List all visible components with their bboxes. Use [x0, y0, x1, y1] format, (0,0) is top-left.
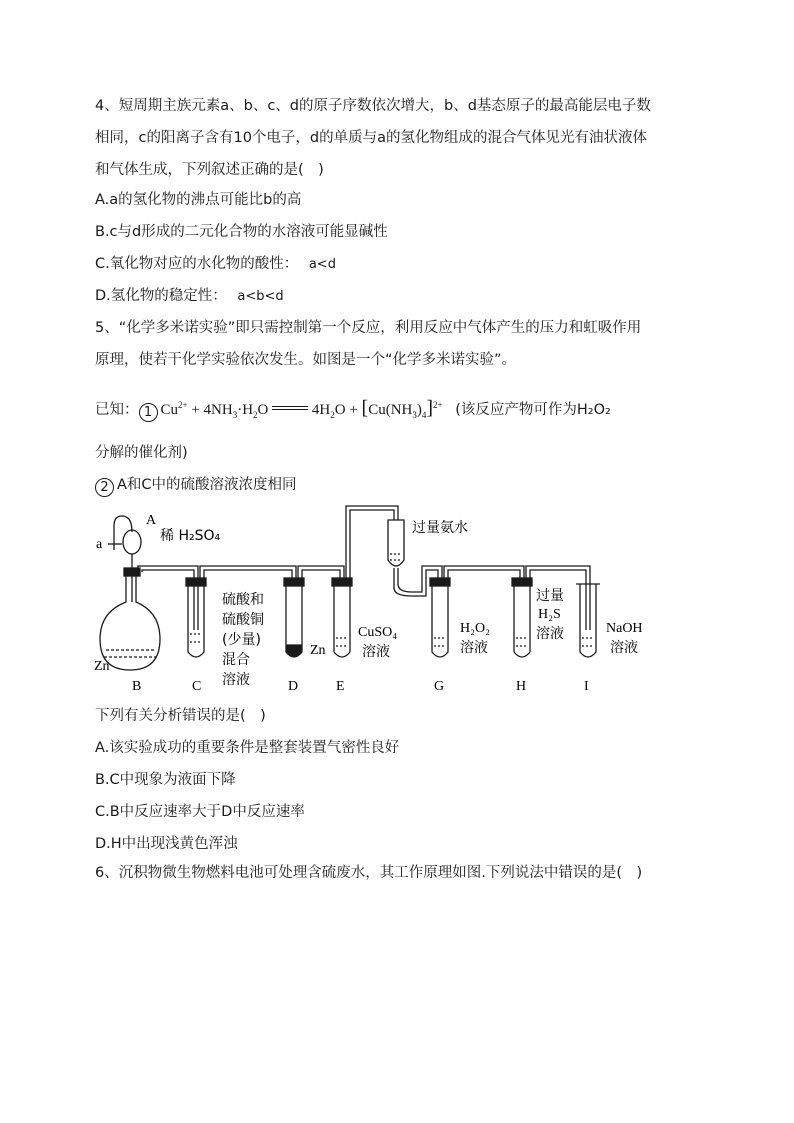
- q5-stem-line1: 5、“化学多米诺实验”即只需控制第一个反应，利用反应中气体产生的压力和虹吸作用: [95, 320, 642, 336]
- q4-option-c-text: C.氧化物对应的水化物的酸性：: [95, 256, 299, 272]
- q4-stem-line3: 和气体生成，下列叙述正确的是( ): [95, 162, 324, 178]
- q5-option-a: A.该实验成功的重要条件是整套装置气密性良好: [95, 740, 400, 756]
- label-dilute-acid: 稀 H₂SO₄: [160, 528, 221, 544]
- q4-stem-line1: 4、短周期主族元素a、b、c、d的原子序数依次增大，b、d基态原子的最高能层电子数: [95, 98, 651, 114]
- label-excess-ammonia: 过量氨水: [412, 520, 468, 536]
- q4-stem-line2: 相同，c的阳离子含有10个电子，d的单质与a的氢化物组成的混合气体见光有油状液体: [95, 130, 648, 146]
- label-c: C: [192, 679, 202, 694]
- q5-known-2: [95, 475, 297, 497]
- label-g-solution-1: H₂O₂: [460, 621, 490, 636]
- q5-stem-line2: 原理，使若干化学实验依次发生。如图是一个“化学多米诺实验”。: [95, 352, 517, 368]
- label-e-solution-1: CuSO₄: [358, 625, 398, 640]
- label-a-funnel: A: [146, 513, 157, 528]
- zinc-d: [287, 645, 301, 656]
- q4-option-d: [95, 286, 284, 307]
- q5-known-2-text: A和C中的硫酸溶液浓度相同: [117, 477, 297, 493]
- q4-option-d-relation: a<b<d: [237, 289, 284, 304]
- q5-known-1: [95, 395, 611, 425]
- label-i-solution-1: NaOH: [606, 621, 643, 636]
- label-i-solution-2: 溶液: [610, 640, 638, 656]
- label-zn-b: Zn: [94, 659, 110, 674]
- domino-experiment-diagram: [92, 502, 682, 697]
- separatory-funnel-a: [123, 530, 141, 554]
- label-e-solution-2: 溶液: [362, 644, 390, 660]
- test-tube-c: [188, 584, 204, 657]
- label-c-solution-2: 硫酸铜: [222, 612, 264, 628]
- circled-number-1: 1: [139, 403, 158, 422]
- label-h-solution-1: 过量: [536, 588, 564, 604]
- circled-number-2: 2: [95, 478, 114, 497]
- reaction-equation: $Cu^{2+} + 4NH_3\cdot H_2O$ $4H_2O + [Cu(NH_3)_4]^{2+}$: [160, 397, 443, 420]
- label-g-solution-2: 溶液: [460, 640, 488, 656]
- q5-known-1-tail: 分解的催化剂): [95, 445, 188, 461]
- label-c-solution-1: 硫酸和: [222, 592, 264, 608]
- q5-question: 下列有关分析错误的是( ): [95, 708, 266, 724]
- ammonia-reservoir: [388, 520, 404, 566]
- label-g: G: [434, 679, 445, 694]
- q5-option-c: C.B中反应速率大于D中反应速率: [95, 804, 305, 820]
- q5-option-d: D.H中出现浅黄色浑浊: [95, 836, 238, 852]
- q5-known-1-note: (该反应产物可作为H₂O₂: [455, 402, 611, 418]
- label-c-solution-5: 溶液: [222, 672, 250, 688]
- label-h: H: [516, 679, 527, 694]
- q4-option-c: [95, 254, 336, 275]
- label-b: B: [132, 679, 142, 694]
- flask-b: [100, 572, 160, 670]
- label-h-solution-2: H₂S: [538, 607, 561, 622]
- label-a-stopcock: a: [96, 537, 103, 552]
- label-c-solution-3: (少量): [222, 632, 261, 648]
- q5-known-prefix: 已知：: [95, 402, 139, 418]
- label-zn-d: Zn: [310, 643, 326, 658]
- label-d: D: [288, 679, 299, 694]
- label-i: I: [584, 679, 589, 694]
- q5-option-b: B.C中现象为液面下降: [95, 772, 236, 788]
- q4-option-a: A.a的氢化物的沸点可能比b的高: [95, 192, 302, 208]
- q4-option-d-text: D.氢化物的稳定性：: [95, 288, 227, 304]
- label-c-solution-4: 混合: [222, 652, 250, 668]
- q4-option-b: B.c与d形成的二元化合物的水溶液可能显碱性: [95, 224, 388, 240]
- q6-stem: 6、沉积物微生物燃料电池可处理含硫废水，其工作原理如图.下列说法中错误的是( ): [95, 865, 643, 881]
- label-h-solution-3: 溶液: [536, 626, 564, 642]
- label-e: E: [336, 679, 345, 694]
- q4-option-c-relation: a<d: [308, 257, 336, 272]
